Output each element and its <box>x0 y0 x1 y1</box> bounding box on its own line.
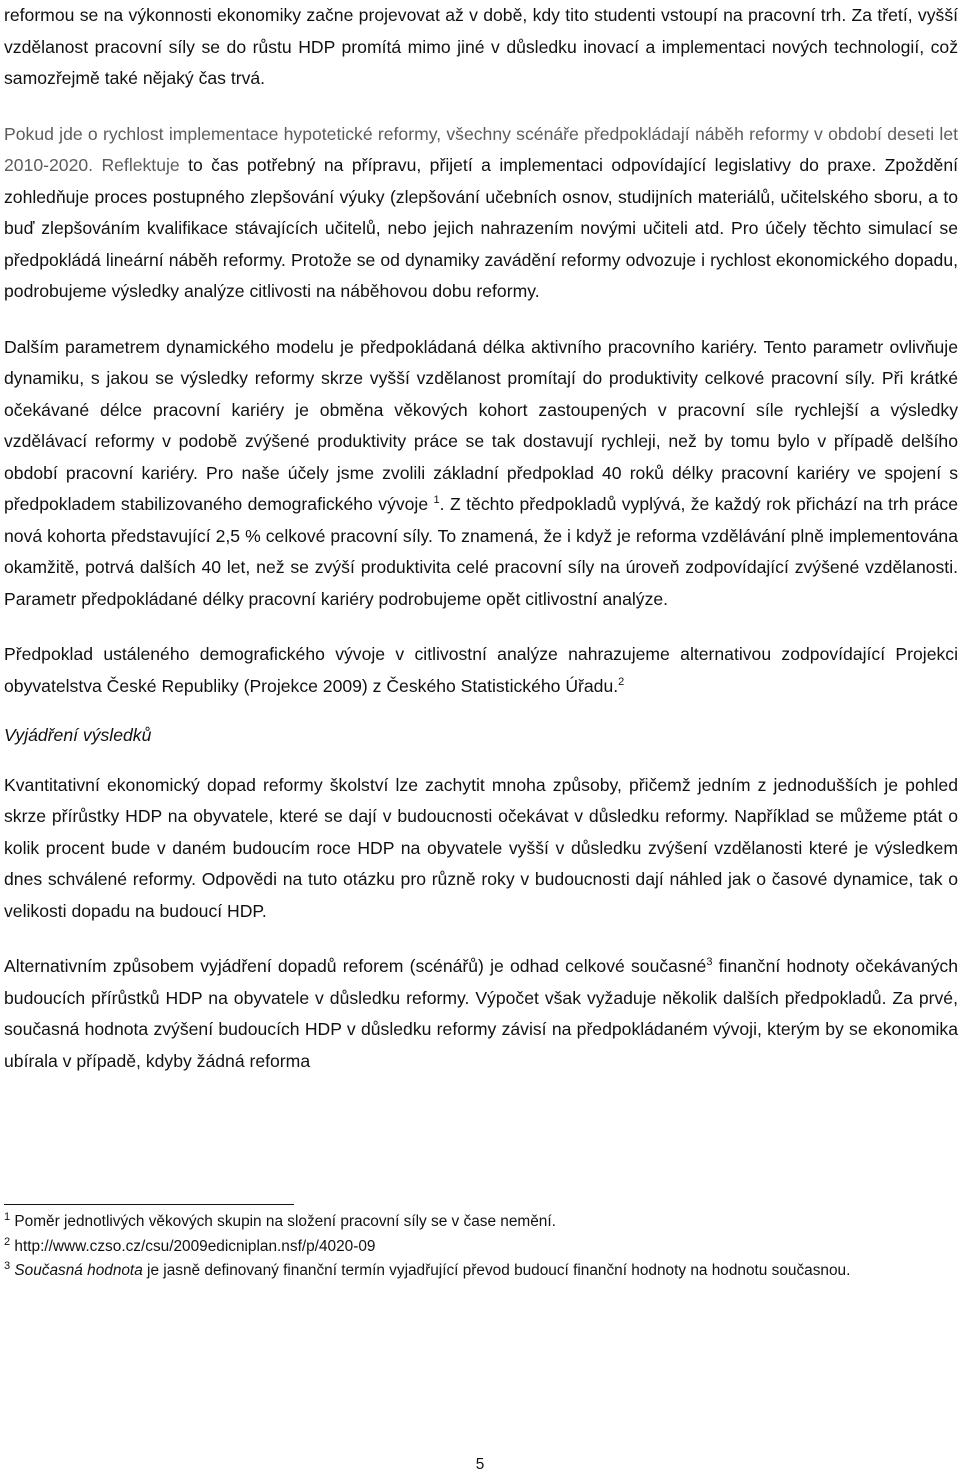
paragraph-1 <box>4 0 958 95</box>
paragraph-1-text: reformou se na výkonnosti ekonomiky začne projevovat až v době, kdy tito studenti vstoupí na pracovní trh. Za třetí, vyšší vzdělanost pracovní síly se do růstu HDP promítá mimo jiné v důsledku inovací a implementaci nových technologií, což samozřejmě také nějaký čas trvá. <box>4 5 958 88</box>
footnote-2 <box>4 1235 958 1260</box>
footnote-ref-1[interactable]: 1 <box>433 494 440 507</box>
footnote-3 <box>4 1259 958 1284</box>
paragraph-2 <box>4 119 958 308</box>
section-heading: Vyjádření výsledků <box>4 725 152 745</box>
footnote-3-term: Současná hodnota <box>14 1262 143 1279</box>
paragraph-2-text: to čas potřebný na přípravu, přijetí a implementaci odpovídající legislativy do praxe. Zpoždění zohledňuje proces postupného zlepšování výuky (zlepšování učebních osnov, studijních materiálů, učitelského sboru, a to buď zlepšováním kvalifikace stávajících učitelů, nebo jejich nahrazením novými učiteli atd. Pro účely těchto simulací se předpokládá lineární náběh reformy. Protože se od dynamiky zavádění reformy odvozuje i rychlost ekonomického dopadu, podrobujeme výsledky analýze citlivosti na náběhovou dobu reformy. <box>4 155 958 301</box>
paragraph-5 <box>4 770 958 928</box>
paragraph-3-text-b: . Z těchto předpokladů vyplývá, že každý rok přichází na trh práce nová kohorta představující 2,5 % celkové pracovní síly. To znamená, že i když je reforma vzdělávání plně implementována okamžitě, potrvá dalších 40 let, než se zvýší produktivita celé pracovní síly na úroveň zodpovídající zvýšené vzdělanosti. Parametr předpokládané délky pracovní kariéry podrobujeme opět citlivostní analýze. <box>4 494 958 609</box>
footnote-ref-3[interactable]: 3 <box>706 956 713 969</box>
footnote-2-mark: 2 <box>4 1235 11 1248</box>
paragraph-6 <box>4 951 958 1077</box>
paragraph-2-muted-text: Pokud jde o rychlost implementace hypotetické reformy, všechny scénáře předpokládají náběh reformy v období deseti let 2010-2020. Reflektuje <box>4 123 958 175</box>
paragraph-6-text-a: Alternativním způsobem vyjádření dopadů reforem (scénářů) je odhad celkové současné <box>4 956 707 976</box>
document-body <box>4 0 958 1077</box>
paragraph-5-text: Kvantitativní ekonomický dopad reformy školství lze zachytit mnoha způsoby, přičemž jedním z jednodušších je pohled skrze přírůstky HDP na obyvatele, které se dají v budoucnosti očekávat v důsledku reformy. Například se můžeme ptát o kolik procent bude v daném budoucím roce HDP na obyvatele vyšší v důsledku zvýšení vzdělanosti které je výsledkem dnes schválené reformy. Odpovědi na tuto otázku pro různě roky v budoucnosti dají náhled jak o časové dynamice, tak o velikosti dopadu na budoucí HDP. <box>4 774 958 921</box>
footnotes <box>4 1210 958 1284</box>
paragraph-3-text-a: Dalším parametrem dynamického modelu je předpokládaná délka aktivního pracovního kariéry. Tento parametr ovlivňuje dynamiku, s jakou se výsledky reformy skrze vyšší vzdělanost promítají do produktivity celkové pracovní síly. Při krátké očekávané délce pracovní kariéry je obměna věkových kohort zastoupených v pracovní síle rychlejší a výsledky vzdělávací reformy v podobě zvýšené produktivity práce se tak dostavují rychleji, než by tomu bylo v případě delšího období pracovní kariéry. Pro naše účely jsme zvolili základní předpoklad 40 roků délky pracovní kariéry ve spojení s předpokladem stabilizovaného demografického vývoje <box>4 336 958 514</box>
footnote-1 <box>4 1210 958 1235</box>
footnote-3-text: je jasně definovaný finanční termín vyjadřující převod budoucí finanční hodnoty na hodnotu současnou. <box>142 1262 851 1279</box>
page-number: 5 <box>475 1456 485 1473</box>
paragraph-4-text: Předpoklad ustáleného demografického vývoje v citlivostní analýze nahrazujeme alternativou zodpovídající Projekci obyvatelstva České Republiky (Projekce 2009) z Českého Statistického Úřadu. <box>4 644 958 696</box>
footnote-3-mark: 3 <box>4 1259 11 1272</box>
footnote-1-mark: 1 <box>4 1210 11 1223</box>
paragraph-3 <box>4 332 958 616</box>
footnote-2-link[interactable]: http://www.czso.cz/csu/2009edicniplan.nsf/p/4020-09 <box>10 1237 376 1255</box>
paragraph-6-text-b: finanční hodnoty očekávaných budoucích přírůstků HDP na obyvatele v důsledku reformy. Výpočet však vyžaduje několik dalších předpokladů. Za prvé, současná hodnota zvýšení budoucích HDP v důsledku reformy závisí na předpokládaném vývoji, kterým by se ekonomika ubírala v případě, kdyby žádná reforma <box>4 956 958 1071</box>
footnote-separator <box>4 1204 294 1205</box>
footnote-ref-2[interactable]: 2 <box>618 675 625 688</box>
footnote-1-text: Poměr jednotlivých věkových skupin na složení pracovní síly se v čase nemění. <box>10 1213 556 1230</box>
paragraph-4 <box>4 639 958 702</box>
